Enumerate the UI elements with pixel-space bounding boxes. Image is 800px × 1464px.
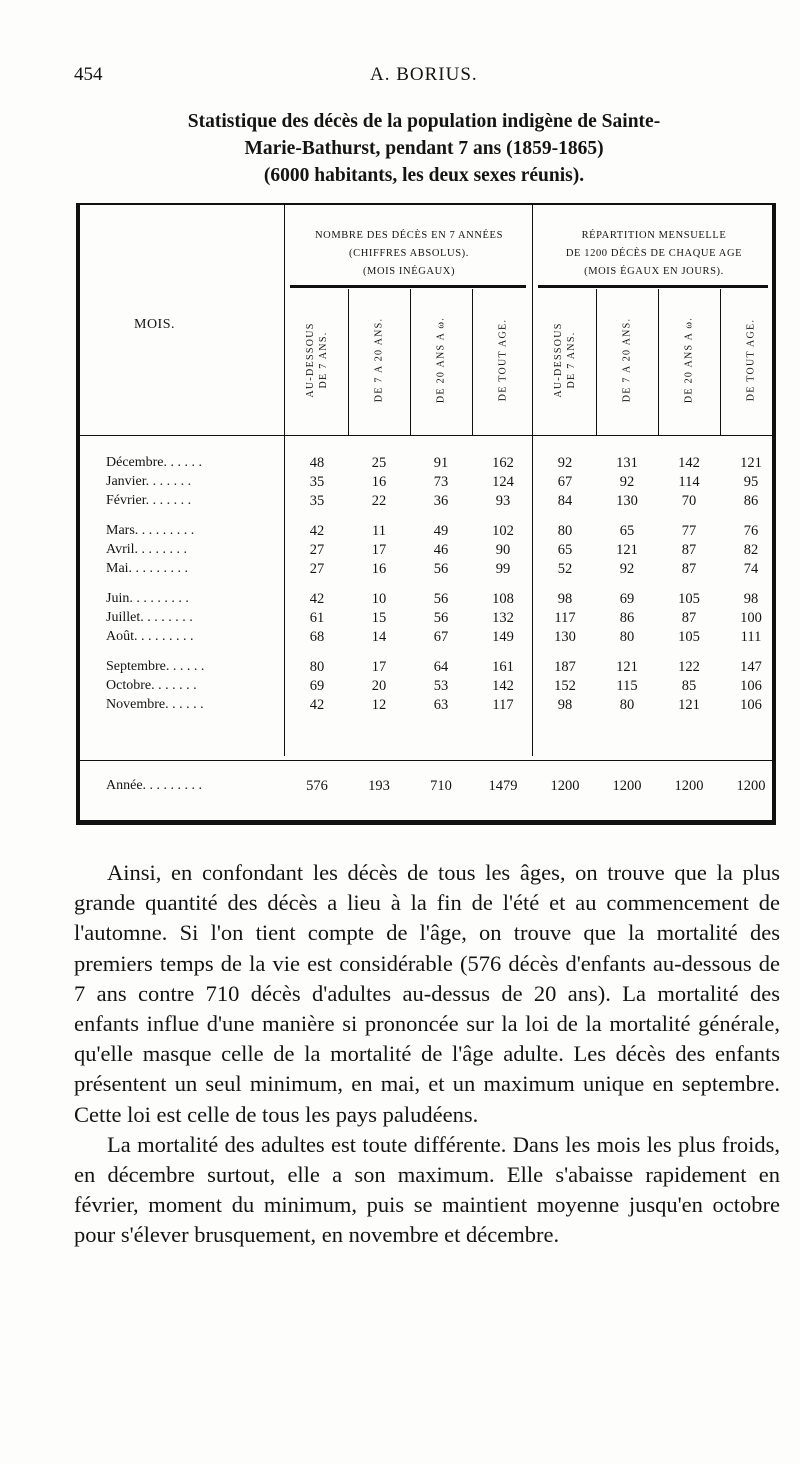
month-row-cell: 91 xyxy=(433,455,449,471)
group-header-line: DE 1200 DÉCÈS DE CHAQUE AGE xyxy=(565,248,743,259)
month-row-cell: 77 xyxy=(681,523,697,539)
month-row-cell: 25 xyxy=(371,455,387,471)
month-row-cell: 87 xyxy=(681,610,697,626)
month-row-cell: 65 xyxy=(619,523,635,539)
month-row-cell: 161 xyxy=(492,659,514,675)
month-row-cell: 80 xyxy=(309,659,325,675)
table-title-line-1: Statistique des décès de la population indigène de Sainte- xyxy=(187,111,661,132)
group-header-line: (MOIS INÉGAUX) xyxy=(362,266,456,277)
total-separator xyxy=(80,760,772,761)
month-row-cell: 130 xyxy=(554,629,576,645)
month-row-cell: 87 xyxy=(681,542,697,558)
month-row-cell: 69 xyxy=(619,591,635,607)
month-row-cell: 64 xyxy=(433,659,449,675)
column-header-line: DE 7 A 20 ANS. xyxy=(621,317,633,403)
total-row-cell: 576 xyxy=(306,778,328,794)
month-row-cell: 11 xyxy=(372,523,386,539)
month-row-cell: 69 xyxy=(309,678,325,694)
month-row-cell: 63 xyxy=(433,697,449,713)
month-row-cell: 95 xyxy=(743,474,759,490)
total-row-label: Année. . . . . . . . . xyxy=(106,778,203,793)
month-row-cell: 111 xyxy=(740,629,762,645)
month-row-cell: 12 xyxy=(371,697,387,713)
month-row-cell: 27 xyxy=(309,561,325,577)
month-row-cell: 90 xyxy=(495,542,511,558)
column-header-text xyxy=(435,317,448,403)
table-vertical-rule xyxy=(284,205,285,756)
month-row-cell: 14 xyxy=(371,629,387,645)
month-row-cell: 105 xyxy=(678,591,700,607)
month-row-cell: 56 xyxy=(433,561,449,577)
month-row-cell: 124 xyxy=(492,474,514,490)
month-row-cell: 121 xyxy=(616,542,638,558)
month-row-cell: 142 xyxy=(492,678,514,694)
column-header-line: DE 7 ANS. xyxy=(318,331,329,389)
month-row-cell: 61 xyxy=(309,610,325,626)
month-row-cell: 35 xyxy=(309,493,325,509)
month-row-cell: 86 xyxy=(619,610,635,626)
column-header-line: DE TOUT AGE. xyxy=(497,318,509,402)
month-row-cell: 98 xyxy=(743,591,759,607)
paragraph: Ainsi, en confondant les décès de tous les âges, on trouve que la plus grande quantité des décès a lieu à la fin de l'été et au commencement de l'automne. Si l'on tient compte de l'âge, on trouve que la mortalité des premiers temps de la vie est considérable (576 décès d'enfants au-dessous de 7 ans contre 710 décès d'adultes au-dessus de 20 ans). La mortalité des enfants influe d'une manière si prononcée sur la loi de la mortalité générale, qu'elle masque celle de la mortalité de l'âge adulte. Les décès des enfants présentent un seul minimum, en mai, et un maximum unique en septembre. Cette loi est celle de tous les pays paludéens. xyxy=(74,860,780,1127)
month-row-cell: 42 xyxy=(309,523,325,539)
body-text xyxy=(74,858,780,1251)
column-header-line: DE 20 ANS A ω. xyxy=(435,316,447,404)
column-header-line: DE 7 A 20 ANS. xyxy=(373,317,385,403)
month-row-cell: 92 xyxy=(619,561,635,577)
total-row-cell: 1479 xyxy=(488,778,518,794)
month-row-cell: 36 xyxy=(433,493,449,509)
column-header-text xyxy=(552,322,578,397)
total-row-cell: 710 xyxy=(430,778,452,794)
month-row-cell: 117 xyxy=(492,697,514,713)
month-row-cell: 68 xyxy=(309,629,325,645)
month-row-label: Octobre. . . . . . . xyxy=(106,678,197,693)
month-row-cell: 93 xyxy=(495,493,511,509)
month-row-cell: 85 xyxy=(681,678,697,694)
month-row-cell: 106 xyxy=(740,678,762,694)
month-row-label: Février. . . . . . . xyxy=(106,493,192,508)
month-row-cell: 99 xyxy=(495,561,511,577)
group-header-line: (CHIFFRES ABSOLUS). xyxy=(349,248,469,259)
month-row-label: Décembre. . . . . . xyxy=(106,455,203,470)
month-row-cell: 98 xyxy=(557,591,573,607)
group-header-line: NOMBRE DES DÉCÈS EN 7 ANNÉES xyxy=(314,230,504,241)
month-row-cell: 147 xyxy=(740,659,762,675)
group-header-line: RÉPARTITION MENSUELLE xyxy=(581,230,727,241)
month-row-cell: 20 xyxy=(371,678,387,694)
month-row-cell: 102 xyxy=(492,523,514,539)
month-row-cell: 121 xyxy=(616,659,638,675)
page-number: 454 xyxy=(74,64,103,85)
month-row-cell: 42 xyxy=(309,591,325,607)
month-row-cell: 131 xyxy=(616,455,638,471)
column-header xyxy=(658,289,720,431)
month-row-cell: 187 xyxy=(554,659,576,675)
column-header xyxy=(410,289,472,431)
month-row-cell: 46 xyxy=(433,542,449,558)
month-row-cell: 82 xyxy=(743,542,759,558)
month-row-cell: 100 xyxy=(740,610,762,626)
month-row-cell: 22 xyxy=(371,493,387,509)
group-rule xyxy=(290,285,526,288)
month-row-cell: 86 xyxy=(743,493,759,509)
month-row-cell: 142 xyxy=(678,455,700,471)
paragraph: La mortalité des adultes est toute différente. Dans les mois les plus froids, en décembre surtout, elle a son maximum. Elle s'abaisse rapidement en février, moment du minimum, puis se maintient moyenne jusqu'en octobre pour s'élever brusquement, en novembre et décembre. xyxy=(74,1131,780,1248)
month-row-cell: 108 xyxy=(492,591,514,607)
column-header-text xyxy=(497,319,510,402)
column-header-text xyxy=(304,322,330,397)
column-header-line: AU-DESSOUS xyxy=(305,322,316,398)
month-row-cell: 70 xyxy=(681,493,697,509)
column-header xyxy=(534,289,596,431)
month-row-label: Septembre. . . . . . xyxy=(106,659,205,674)
statistics-table xyxy=(76,203,776,825)
month-row-cell: 117 xyxy=(554,610,576,626)
month-row-cell: 67 xyxy=(557,474,573,490)
month-row-cell: 49 xyxy=(433,523,449,539)
month-row-cell: 17 xyxy=(371,659,387,675)
month-row-cell: 80 xyxy=(619,697,635,713)
month-row-cell: 114 xyxy=(678,474,700,490)
table-title-line-3: (6000 habitants, les deux sexes réunis). xyxy=(263,165,585,186)
month-row-cell: 27 xyxy=(309,542,325,558)
total-row-cell: 1200 xyxy=(612,778,642,794)
month-row-cell: 115 xyxy=(616,678,638,694)
column-header-line: DE TOUT AGE. xyxy=(745,318,757,402)
column-header-text xyxy=(683,317,696,403)
month-row-label: Mai. . . . . . . . . xyxy=(106,561,189,576)
column-header xyxy=(596,289,658,431)
month-row-cell: 56 xyxy=(433,591,449,607)
month-row-cell: 92 xyxy=(619,474,635,490)
column-header-line: DE 20 ANS A ω. xyxy=(683,316,695,404)
month-row-cell: 17 xyxy=(371,542,387,558)
month-row-cell: 48 xyxy=(309,455,325,471)
column-header-text xyxy=(745,319,758,402)
header-separator xyxy=(80,435,772,436)
running-head xyxy=(74,64,760,94)
total-row-cell: 193 xyxy=(368,778,390,794)
month-row-label: Août. . . . . . . . . xyxy=(106,629,194,644)
month-row-cell: 42 xyxy=(309,697,325,713)
group-header-line: (MOIS ÉGAUX EN JOURS). xyxy=(584,266,724,277)
month-row-label: Avril. . . . . . . . xyxy=(106,542,188,557)
month-row-cell: 121 xyxy=(678,697,700,713)
mois-header: MOIS. xyxy=(134,317,176,332)
month-row-cell: 53 xyxy=(433,678,449,694)
month-row-cell: 106 xyxy=(740,697,762,713)
table-title xyxy=(74,108,774,189)
total-row-cell: 1200 xyxy=(674,778,704,794)
month-row-cell: 92 xyxy=(557,455,573,471)
total-row-cell: 1200 xyxy=(550,778,580,794)
group-rule xyxy=(538,285,768,288)
column-header-line: DE 7 ANS. xyxy=(566,331,577,389)
month-row-cell: 105 xyxy=(678,629,700,645)
month-row-cell: 52 xyxy=(557,561,573,577)
month-row-cell: 87 xyxy=(681,561,697,577)
column-header-line: AU-DESSOUS xyxy=(553,322,564,398)
month-row-cell: 16 xyxy=(371,474,387,490)
month-row-cell: 80 xyxy=(557,523,573,539)
month-row-cell: 56 xyxy=(433,610,449,626)
running-title: A. BORIUS. xyxy=(370,64,478,85)
month-row-label: Mars. . . . . . . . . xyxy=(106,523,195,538)
month-row-cell: 84 xyxy=(557,493,573,509)
month-row-cell: 65 xyxy=(557,542,573,558)
month-row-label: Janvier. . . . . . . xyxy=(106,474,192,489)
month-row-cell: 130 xyxy=(616,493,638,509)
month-row-cell: 152 xyxy=(554,678,576,694)
column-header xyxy=(472,289,534,431)
total-row-cell: 1200 xyxy=(736,778,766,794)
month-row-cell: 35 xyxy=(309,474,325,490)
group-header-absolute xyxy=(286,227,532,281)
month-row-cell: 73 xyxy=(433,474,449,490)
column-header xyxy=(286,289,348,431)
month-row-label: Juillet. . . . . . . . xyxy=(106,610,193,625)
month-row-cell: 162 xyxy=(492,455,514,471)
column-header-text xyxy=(373,318,386,403)
table-title-line-2: Marie-Bathurst, pendant 7 ans (1859-1865) xyxy=(244,138,604,159)
month-row-cell: 132 xyxy=(492,610,514,626)
month-row-cell: 15 xyxy=(371,610,387,626)
month-row-cell: 149 xyxy=(492,629,514,645)
group-header-monthly xyxy=(534,227,774,281)
month-row-cell: 76 xyxy=(743,523,759,539)
column-header xyxy=(720,289,782,431)
month-row-cell: 80 xyxy=(619,629,635,645)
month-row-cell: 121 xyxy=(740,455,762,471)
column-header-text xyxy=(621,318,634,403)
month-row-cell: 16 xyxy=(371,561,387,577)
month-row-cell: 67 xyxy=(433,629,449,645)
month-row-cell: 98 xyxy=(557,697,573,713)
month-row-cell: 10 xyxy=(371,591,387,607)
month-row-cell: 122 xyxy=(678,659,700,675)
month-row-label: Novembre. . . . . . xyxy=(106,697,204,712)
column-header xyxy=(348,289,410,431)
month-row-cell: 74 xyxy=(743,561,759,577)
month-row-label: Juin. . . . . . . . . xyxy=(106,591,189,606)
